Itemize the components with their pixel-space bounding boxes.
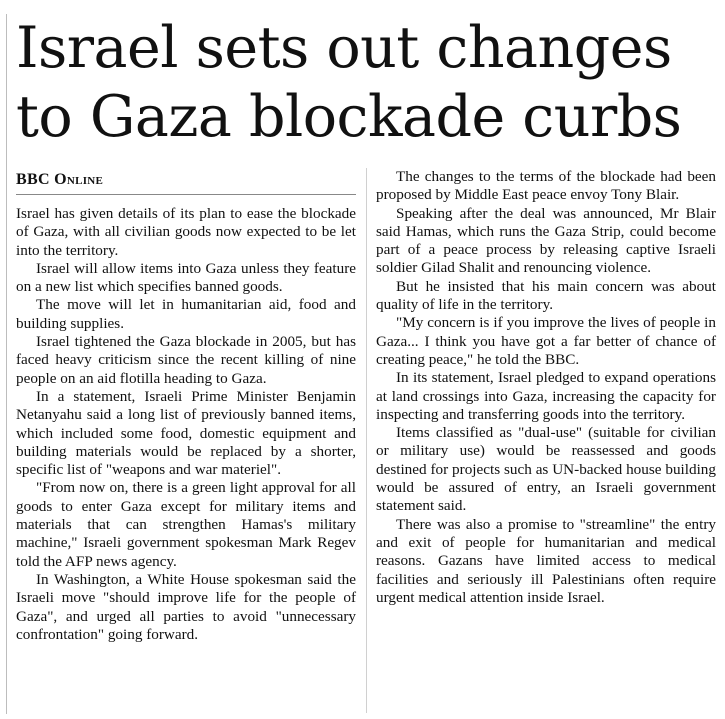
paragraph: There was also a promise to "streamline" the entry and exit of people for humanitarian and medical reasons. Gazans have limited access to medical facilities and seriously ill Palestinians often require urgent medical attention inside Israel. [376, 515, 716, 606]
paragraph: "My concern is if you improve the lives of people in Gaza... I think you have got a far better of chance of creating peace," he told the BBC. [376, 314, 716, 368]
clipping-edge-rule [6, 14, 7, 714]
paragraph: In a statement, Israeli Prime Minister Benjamin Netanyahu said a long list of previously banned items, which included some food, domestic equipment and building materials would be replaced by a shorter, specific list of "weapons and war materiel". [16, 387, 356, 479]
paragraph: "From now on, there is a green light approval for all goods to enter Gaza except for military items and materials that can strengthen Hamas's military machine," Israeli government spokesman Mark Regev told the AFP news agency. [16, 479, 356, 570]
paragraph: In Washington, a White House spokesman said the Israeli move "should improve life for the people of Gaza", and urged all parties to avoid "unnecessary confrontation" going forward. [16, 570, 356, 643]
paragraph: Speaking after the deal was announced, Mr Blair said Hamas, which runs the Gaza Strip, could become part of a peace process by releasing captive Israeli soldier Gilad Shalit and renouncing violence. [376, 204, 716, 277]
paragraph: The changes to the terms of the blockade had been proposed by Middle East peace envoy Tony Blair. [376, 168, 716, 204]
paragraph: In its statement, Israel pledged to expand operations at land crossings into Gaza, increasing the capacity for inspecting and transferring goods into the territory. [376, 369, 716, 423]
article-column-left [16, 205, 356, 644]
paragraph: Israel tightened the Gaza blockade in 2005, but has faced heavy criticism since the recent killing of nine people on an aid flotilla heading to Gaza. [16, 333, 356, 387]
headline-line-1: Israel sets out changes [16, 15, 672, 81]
paragraph: Israel has given details of its plan to ease the blockade of Gaza, with all civilian goods now expected to be let into the territory. [16, 205, 356, 259]
byline: BBC Online [16, 170, 356, 195]
paragraph: But he insisted that his main concern was about quality of life in the territory. [376, 277, 716, 314]
paragraph: Items classified as "dual-use" (suitable for civilian or military use) would be reassessed and goods destined for projects such as UN-backed house building would be assured of entry, an Israeli government statement said. [376, 424, 716, 515]
paragraph: Israel will allow items into Gaza unless they feature on a new list which specifies banned goods. [16, 259, 356, 296]
paragraph: The move will let in humanitarian aid, food and building supplies. [16, 296, 356, 332]
article-column-right [376, 168, 716, 607]
column-divider [366, 168, 367, 713]
headline-line-2: to Gaza blockade curbs [16, 84, 682, 150]
headline [16, 14, 716, 152]
